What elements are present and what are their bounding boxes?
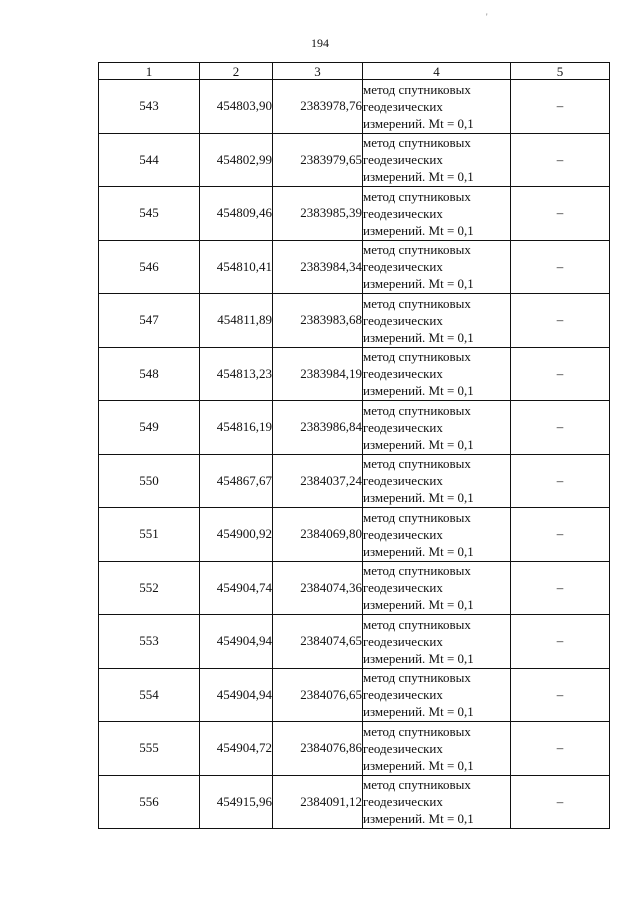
table-row: [99, 187, 610, 241]
table-row: [99, 401, 610, 455]
point-number-cell: 544: [99, 133, 200, 187]
note-cell: –: [511, 615, 610, 669]
method-text-line: геодезических: [363, 419, 443, 435]
table-row: [99, 668, 610, 722]
header-col-2: 2: [200, 63, 273, 80]
method-text-line: измерений. Mt = 0,1: [363, 115, 474, 131]
coordinate-x-cell: 454811,89: [200, 294, 273, 348]
table-row: [99, 133, 610, 187]
method-text-line: измерений. Mt = 0,1: [363, 490, 474, 506]
method-text-line: геодезических: [363, 633, 443, 649]
method-cell: [363, 775, 511, 829]
table-row: [99, 775, 610, 829]
method-text-line: геодезических: [363, 312, 443, 328]
method-text-line: геодезических: [363, 580, 443, 596]
method-cell: [363, 133, 511, 187]
note-cell: –: [511, 722, 610, 776]
method-text-line: геодезических: [363, 794, 443, 810]
method-cell: [363, 561, 511, 615]
table-header-row: [99, 63, 610, 80]
method-text-line: измерений. Mt = 0,1: [363, 276, 474, 292]
method-cell: [363, 401, 511, 455]
table-row: [99, 347, 610, 401]
point-number-cell: 552: [99, 561, 200, 615]
header-col-3: 3: [273, 63, 363, 80]
coordinate-x-cell: 454803,90: [200, 80, 273, 134]
point-number-cell: 550: [99, 454, 200, 508]
method-text-line: измерений. Mt = 0,1: [363, 222, 474, 238]
coordinate-x-cell: 454816,19: [200, 401, 273, 455]
method-text-line: измерений. Mt = 0,1: [363, 436, 474, 452]
header-col-5: 5: [511, 63, 610, 80]
note-cell: –: [511, 775, 610, 829]
method-text-line: метод спутниковых: [363, 242, 471, 258]
note-cell: –: [511, 401, 610, 455]
method-text-line: измерений. Mt = 0,1: [363, 543, 474, 559]
method-text-line: метод спутниковых: [363, 670, 471, 686]
method-cell: [363, 187, 511, 241]
point-number-cell: 548: [99, 347, 200, 401]
method-text-line: геодезических: [363, 740, 443, 756]
table-row: [99, 454, 610, 508]
coordinate-y-cell: 2384076,65: [273, 668, 363, 722]
point-number-cell: 545: [99, 187, 200, 241]
method-text-line: метод спутниковых: [363, 723, 471, 739]
coordinate-y-cell: 2383984,19: [273, 347, 363, 401]
note-cell: –: [511, 668, 610, 722]
method-text-line: метод спутниковых: [363, 509, 471, 525]
method-text-line: метод спутниковых: [363, 188, 471, 204]
note-cell: –: [511, 347, 610, 401]
coordinate-x-cell: 454802,99: [200, 133, 273, 187]
method-text-line: метод спутниковых: [363, 456, 471, 472]
table-row: [99, 615, 610, 669]
coordinate-x-cell: 454915,96: [200, 775, 273, 829]
method-text-line: метод спутниковых: [363, 563, 471, 579]
method-text-line: геодезических: [363, 687, 443, 703]
coordinates-table: [98, 62, 610, 829]
method-text-line: метод спутниковых: [363, 295, 471, 311]
table-body: [99, 80, 610, 829]
point-number-cell: 555: [99, 722, 200, 776]
method-text-line: геодезических: [363, 98, 443, 114]
scan-mark: ': [486, 12, 488, 22]
table-row: [99, 722, 610, 776]
coordinate-x-cell: 454904,72: [200, 722, 273, 776]
coordinate-x-cell: 454809,46: [200, 187, 273, 241]
coordinate-y-cell: 2384091,12: [273, 775, 363, 829]
point-number-cell: 546: [99, 240, 200, 294]
coordinate-y-cell: 2383979,65: [273, 133, 363, 187]
method-text-line: измерений. Mt = 0,1: [363, 329, 474, 345]
table-row: [99, 240, 610, 294]
coordinate-x-cell: 454867,67: [200, 454, 273, 508]
note-cell: –: [511, 508, 610, 562]
method-cell: [363, 454, 511, 508]
method-cell: [363, 508, 511, 562]
table-row: [99, 294, 610, 348]
method-text-line: метод спутниковых: [363, 349, 471, 365]
coordinate-y-cell: 2384074,36: [273, 561, 363, 615]
coordinate-x-cell: 454904,94: [200, 668, 273, 722]
method-text-line: геодезических: [363, 366, 443, 382]
method-text-line: измерений. Mt = 0,1: [363, 757, 474, 773]
point-number-cell: 553: [99, 615, 200, 669]
coordinate-y-cell: 2383985,39: [273, 187, 363, 241]
method-cell: [363, 668, 511, 722]
page-number: 194: [311, 36, 329, 50]
method-text-line: измерений. Mt = 0,1: [363, 383, 474, 399]
coordinate-y-cell: 2383986,84: [273, 401, 363, 455]
method-text-line: геодезических: [363, 473, 443, 489]
table-row: [99, 80, 610, 134]
coordinate-y-cell: 2384074,65: [273, 615, 363, 669]
coordinate-y-cell: 2383984,34: [273, 240, 363, 294]
method-cell: [363, 722, 511, 776]
method-text-line: метод спутниковых: [363, 135, 471, 151]
method-text-line: метод спутниковых: [363, 616, 471, 632]
method-text-line: геодезических: [363, 526, 443, 542]
coordinate-y-cell: 2383978,76: [273, 80, 363, 134]
coordinate-y-cell: 2384069,80: [273, 508, 363, 562]
method-text-line: измерений. Mt = 0,1: [363, 169, 474, 185]
method-cell: [363, 347, 511, 401]
method-text-line: измерений. Mt = 0,1: [363, 650, 474, 666]
note-cell: –: [511, 561, 610, 615]
method-text-line: геодезических: [363, 152, 443, 168]
method-text-line: измерений. Mt = 0,1: [363, 597, 474, 613]
coordinate-x-cell: 454810,41: [200, 240, 273, 294]
point-number-cell: 549: [99, 401, 200, 455]
method-cell: [363, 240, 511, 294]
method-cell: [363, 294, 511, 348]
coordinate-x-cell: 454900,92: [200, 508, 273, 562]
point-number-cell: 543: [99, 80, 200, 134]
note-cell: –: [511, 187, 610, 241]
note-cell: –: [511, 294, 610, 348]
coordinate-y-cell: 2384076,86: [273, 722, 363, 776]
note-cell: –: [511, 240, 610, 294]
header-col-1: 1: [99, 63, 200, 80]
point-number-cell: 556: [99, 775, 200, 829]
point-number-cell: 554: [99, 668, 200, 722]
coordinate-x-cell: 454813,23: [200, 347, 273, 401]
method-text-line: метод спутниковых: [363, 777, 471, 793]
coordinate-y-cell: 2384037,24: [273, 454, 363, 508]
method-cell: [363, 80, 511, 134]
table-row: [99, 508, 610, 562]
table-row: [99, 561, 610, 615]
coordinate-y-cell: 2383983,68: [273, 294, 363, 348]
method-text-line: геодезических: [363, 205, 443, 221]
coordinate-x-cell: 454904,94: [200, 615, 273, 669]
method-text-line: измерений. Mt = 0,1: [363, 811, 474, 827]
point-number-cell: 551: [99, 508, 200, 562]
method-text-line: измерений. Mt = 0,1: [363, 704, 474, 720]
method-cell: [363, 615, 511, 669]
coordinate-x-cell: 454904,74: [200, 561, 273, 615]
method-text-line: геодезических: [363, 259, 443, 275]
point-number-cell: 547: [99, 294, 200, 348]
method-text-line: метод спутниковых: [363, 81, 471, 97]
note-cell: –: [511, 454, 610, 508]
note-cell: –: [511, 80, 610, 134]
method-text-line: метод спутниковых: [363, 402, 471, 418]
note-cell: –: [511, 133, 610, 187]
header-col-4: 4: [363, 63, 511, 80]
